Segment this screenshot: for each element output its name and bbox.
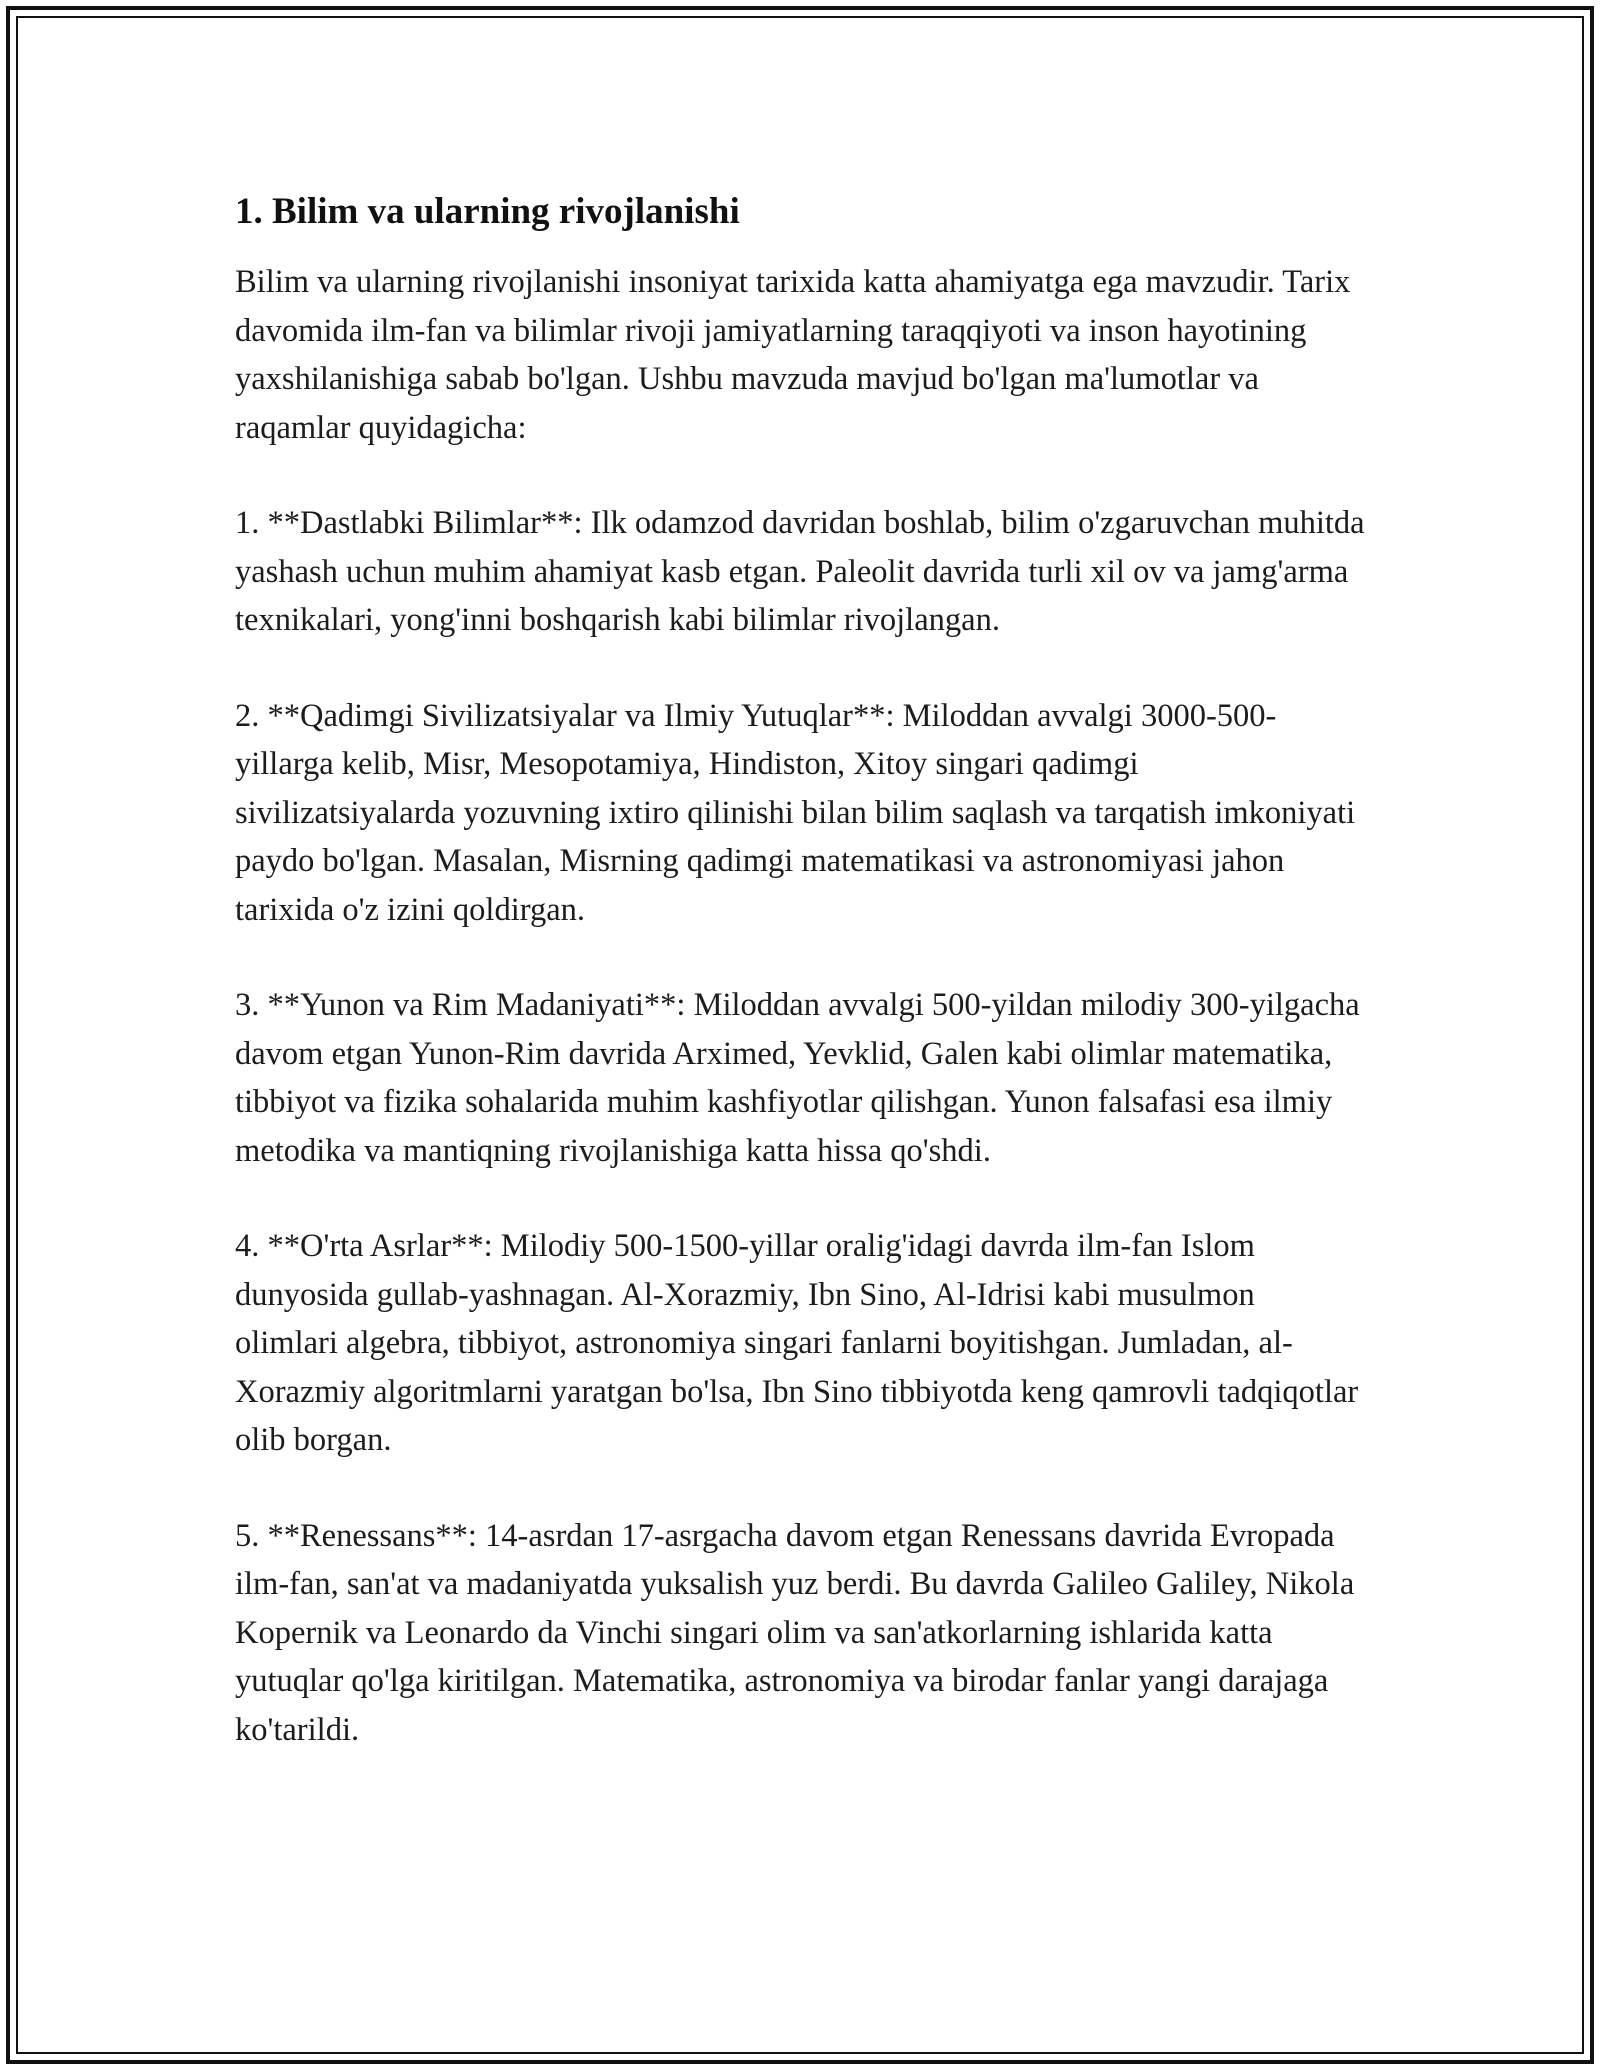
list-item-1: 1. **Dastlabki Bilimlar**: Ilk odamzod davridan boshlab, bilim o'zgaruvchan muhitda yashash uchun muhim ahamiyat kasb etgan. Paleolit davrida turli xil ov va jamg'arma texnikalari, yong'inni boshqarish kabi bilimlar rivojlangan. <box>235 505 1365 638</box>
list-item-2: 2. **Qadimgi Sivilizatsiyalar va Ilmiy Yutuqlar**: Miloddan avvalgi 3000-500-yillarga kelib, Misr, Mesopotamiya, Hindiston, Xitoy singari qadimgi sivilizatsiyalarda yozuvning ixtiro qilinishi bilan bilim saqlash va tarqatish imkoniyati paydo bo'lgan. Masalan, Misrning qadimgi matematikasi va astronomiyasi jahon tarixida o'z izini qoldirgan. <box>235 697 1356 928</box>
document-body <box>235 188 1365 1801</box>
section-heading: 1. Bilim va ularning rivojlanishi <box>235 191 740 232</box>
list-item-3: 3. **Yunon va Rim Madaniyati**: Miloddan avvalgi 500-yildan milodiy 300-yilgacha davom etgan Yunon-Rim davrida Arximed, Yevklid, Galen kabi olimlar matematika, tibbiyot va fizika sohalarida muhim kashfiyotlar qilishgan. Yunon falsafasi esa ilmiy metodika va mantiqning rivojlanishiga katta hissa qo'shdi. <box>235 987 1360 1169</box>
list-item-4: 4. **O'rta Asrlar**: Milodiy 500-1500-yillar oralig'idagi davrda ilm-fan Islom dunyosida gullab-yashnagan. Al-Xorazmiy, Ibn Sino, Al-Idrisi kabi musulmon olimlari algebra, tibbiyot, astronomiya singari fanlarni boyitishgan. Jumladan, al-Xorazmiy algoritmlarni yaratgan bo'lsa, Ibn Sino tibbiyotda keng qamrovli tadqiqotlar olib borgan. <box>235 1228 1359 1458</box>
list-item-5: 5. **Renessans**: 14-asrdan 17-asrgacha davom etgan Renessans davrida Evropada ilm-fan, san'at va madaniyatda yuksalish yuz berdi. Bu davrda Galileo Galiley, Nikola Kopernik va Leonardo da Vinchi singari olim va san'atkorlarning ishlarida katta yutuqlar qo'lga kiritilgan. Matematika, astronomiya va birodar fanlar yangi darajaga ko'tarildi. <box>235 1517 1355 1748</box>
intro-paragraph: Bilim va ularning rivojlanishi insoniyat tarixida katta ahamiyatga ega mavzudir. Tarix davomida ilm-fan va bilimlar rivoji jamiyatlarning taraqqiyoti va inson hayotining yaxshilanishiga sabab bo'lgan. Ushbu mavzuda mavjud bo'lgan ma'lumotlar va raqamlar quyidagicha: <box>235 264 1351 446</box>
